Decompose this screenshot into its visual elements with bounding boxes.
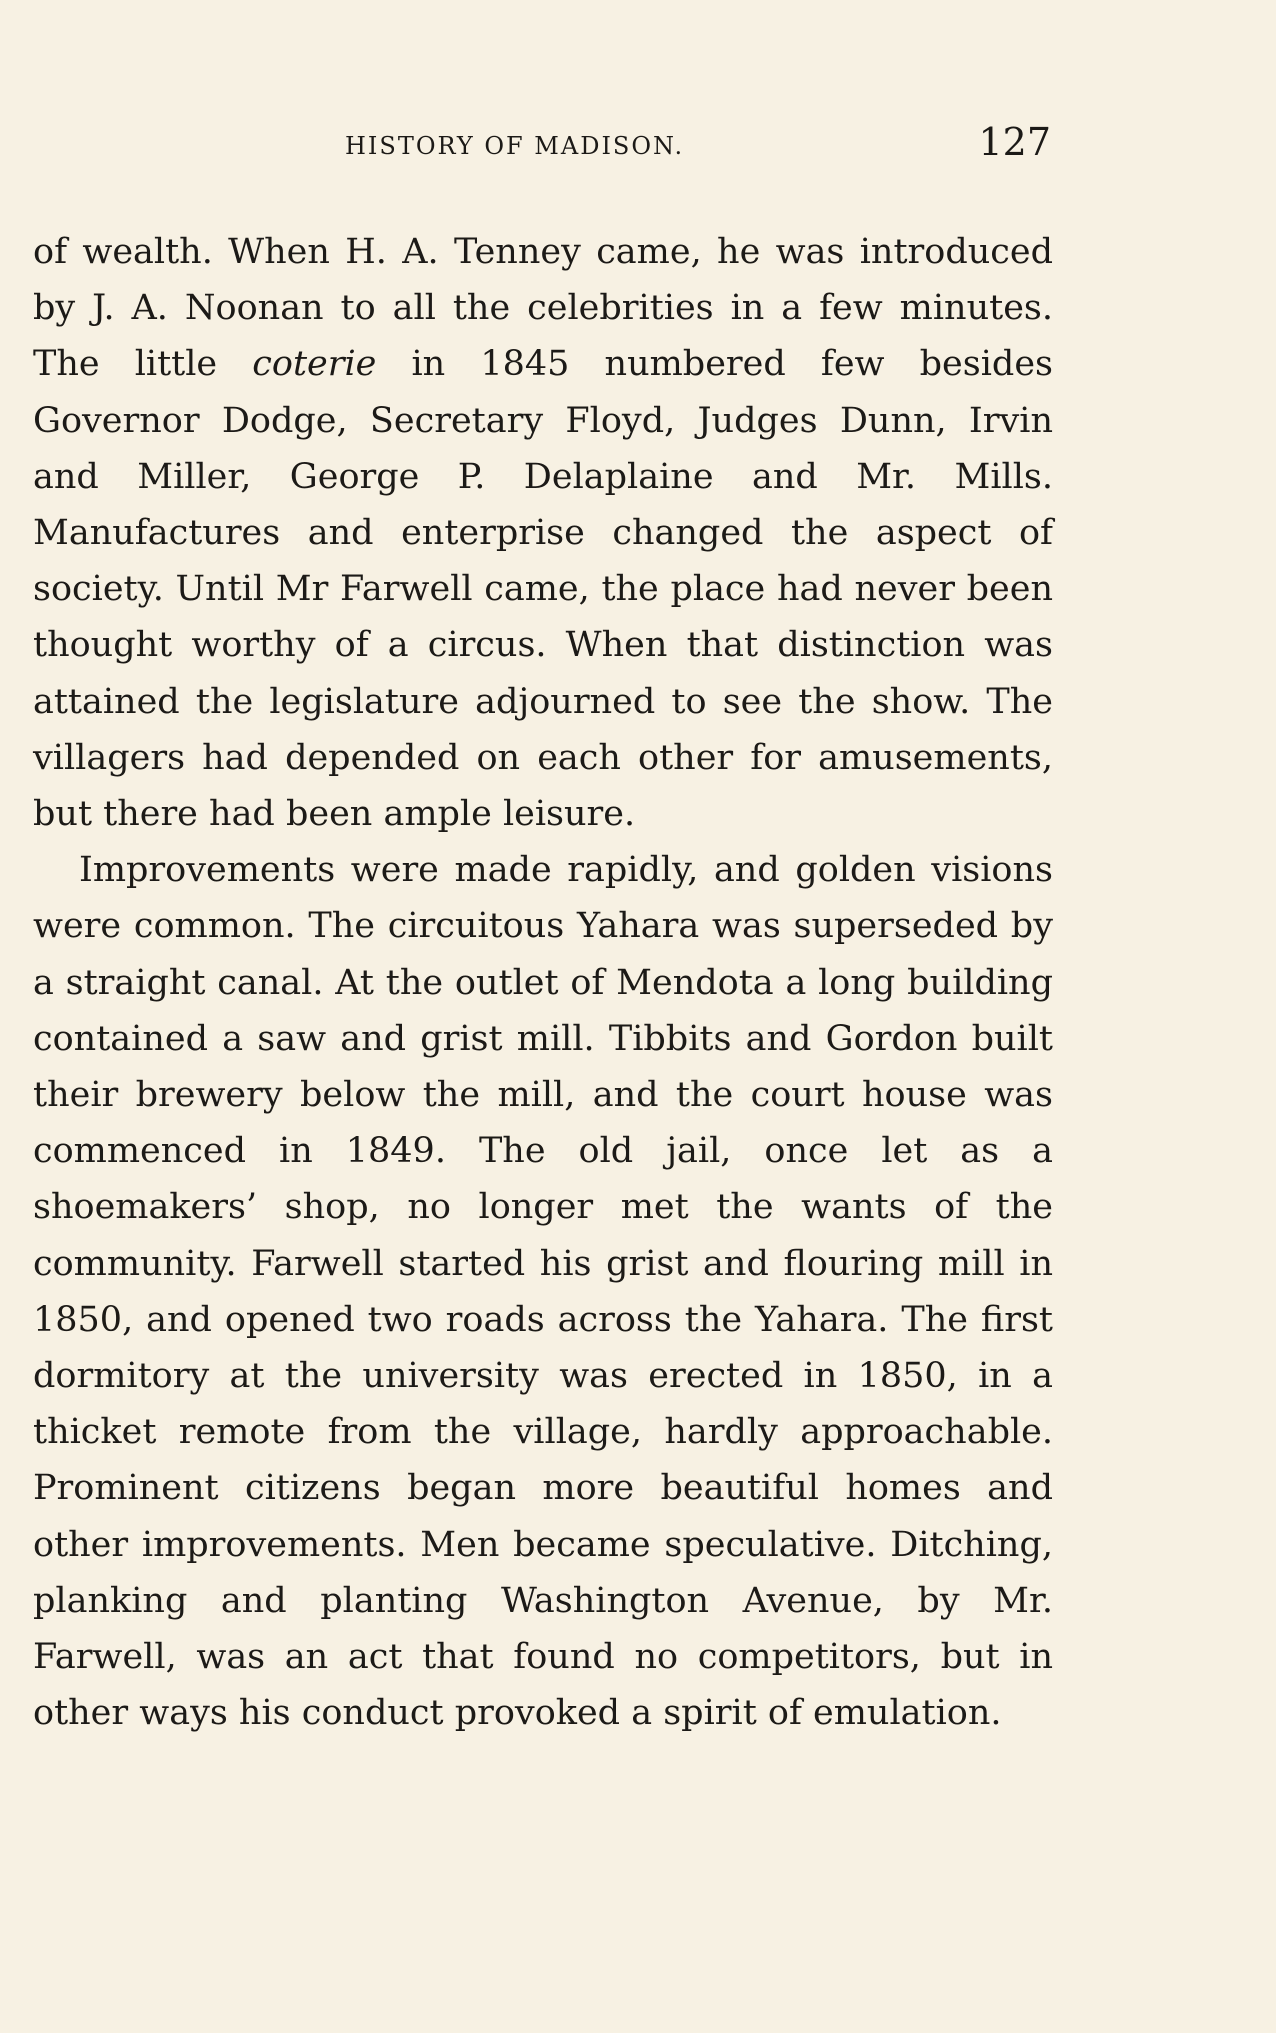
paragraph-text: of wealth. When H. A. Tenney came, he was introduced by J. A. Noonan to all the celebrities in a few minutes. The little <box>33 232 1053 385</box>
paragraph-text: in 1845 numbered few besides Governor Dodge, Secretary Floyd, Judges Dunn, Irvin and Miller, George P. Delaplaine and Mr. Mills. Manufactures and enterprise changed the aspect of society. Until Mr Farwell came, the place had never been thought worthy of a circus. When that distinction was attained the legislature adjourned to see the show. The villagers had depended on each other for amusements, but there had been ample leisure. <box>33 344 1053 835</box>
body-text <box>33 224 1053 1741</box>
running-head <box>0 118 1276 168</box>
paragraph-continued <box>33 224 1053 842</box>
page-number: 127 <box>978 120 1051 164</box>
italic-word: coterie <box>252 344 377 385</box>
running-title: HISTORY OF MADISON. <box>345 132 685 160</box>
paragraph-improvements: Improvements were made rapidly, and golden visions were common. The circuitous Yahara was superseded by a straight canal. At the outlet of Mendota a long building contained a saw and grist mill. Tibbits and Gordon built their brewery below the mill, and the court house was commenced in 1849. The old jail, once let as a shoemakers’ shop, no longer met the wants of the community. Farwell started his grist and flouring mill in 1850, and opened two roads across the Yahara. The first dormitory at the university was erected in 1850, in a thicket remote from the village, hardly approachable. Prominent citizens began more beautiful homes and other improvements. Men became speculative. Ditching, planking and planting Washington Avenue, by Mr. Farwell, was an act that found no competitors, but in other ways his conduct provoked a spirit of emulation. <box>33 850 1053 1734</box>
